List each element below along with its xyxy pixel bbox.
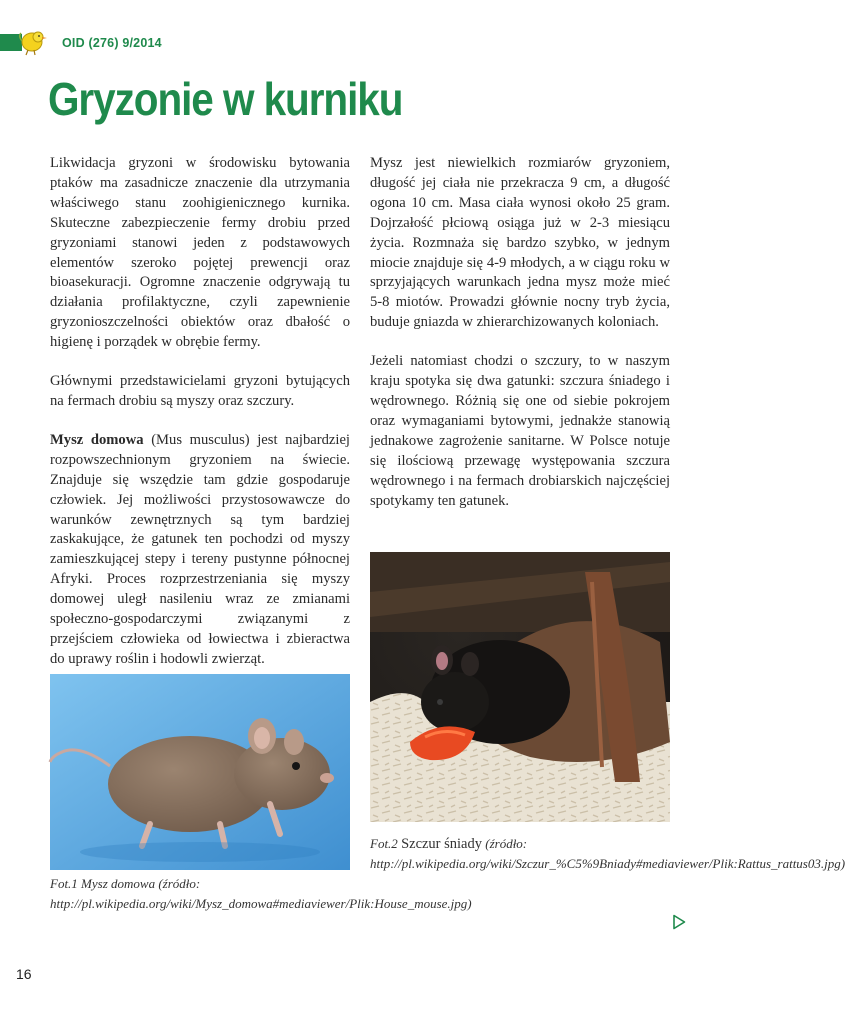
figure2-label: Fot.2 [370, 836, 402, 851]
issue-label: OID (276) 9/2014 [62, 36, 162, 50]
rat-photo [370, 552, 670, 822]
paragraph: Likwidacja gryzoni w środowisku bytowania ptaków ma zasadnicze znaczenie dla utrzymania właściwego stanu zoohigienicznego kurnika. Skuteczne zabezpieczenie fermy drobiu przed gryzoniami stanowi jeden z podstawowych elementów szeroko pojętej prewencji oraz bioasekuracji. Ogromne znaczenie odgrywają tu działania profilaktyczne, czyli zapewnienie gryzonioszczelności obiektów oraz dbałość o higienę i porządek w obrębie fermy. [50, 155, 350, 351]
figure1-caption: Fot.1 Mysz domowa (źródło: http://pl.wikipedia.org/wiki/Mysz_domowa#mediaviewer/Plik:House_mouse.jpg) [50, 876, 472, 911]
paragraph: Głównymi przedstawicielami gryzoni bytujących na fermach drobiu są myszy oraz szczury. [50, 373, 350, 409]
species-name: Mysz domowa [50, 431, 144, 448]
figure2-caption [370, 834, 845, 874]
figure2-source: (źródło: http://pl.wikipedia.org/wiki/Szczur_%C5%9Bniady#mediaviewer/Plik:Rattus_rattus03.jpg) [370, 836, 845, 871]
chick-icon [14, 26, 54, 56]
article-title: Gryzonie w kurniku [48, 73, 403, 125]
paragraph: Jeżeli natomiast chodzi o szczury, to w naszym kraju spotyka się dwa gatunki: szczura śniadego i wędrownego. Różnią się one od siebie pokrojem oraz wymaganiami bytowymi, jednakże stanowią jednakowe zagrożenie sanitarne. W Polsce notuje się ilościową przewagę występowania szczura wędrownego i na fermach drobiarskich najczęściej spotykamy ten gatunek. [370, 353, 670, 509]
left-column [50, 154, 350, 689]
figure2-species-name: Szczur śniady [401, 836, 482, 852]
right-column [370, 154, 670, 530]
paragraph: Mysz jest niewielkich rozmiarów gryzoniem, długość jej ciała nie przekracza 9 cm, a długość ogona 10 cm. Masa ciała wynosi około 25 gram. Dojrzałość płciową osiąga już w 2-3 miesiącu życia. Rozmnaża się bardzo szybko, w jednym miocie znajduje się 4-9 młodych, a w ciągu roku w sprzyjających warunkach jedna mysz może mieć 5-8 miotów. Prowadzi głównie nocny tryb życia, buduje gniazda w zhierarchizowanych koloniach. [370, 155, 670, 331]
triangle-right-icon[interactable] [672, 914, 686, 930]
page-number: 16 [16, 966, 32, 982]
paragraph-text: (Mus musculus) jest najbardziej rozpowszechnionym gryzoniem na świecie. Znajduje się wszędzie tam gdzie gospodaruje człowiek. Jej możliwości przystosowawcze do warunków zewnętrznych są tym bardziej zaskakujące, że gatunek ten pochodzi od myszy zamieszkującej stepy i tereny pustynne północnej Afryki. Proces rozprzestrzeniania się myszy domowej uległ nasileniu wraz ze zmianami społeczno-gospodarczymi związanymi z przejściem człowieka od łowiectwa i zbieractwa do uprawy roślin i hodowli zwierząt. [50, 431, 350, 667]
paragraph [50, 431, 350, 670]
mouse-photo [50, 674, 350, 870]
